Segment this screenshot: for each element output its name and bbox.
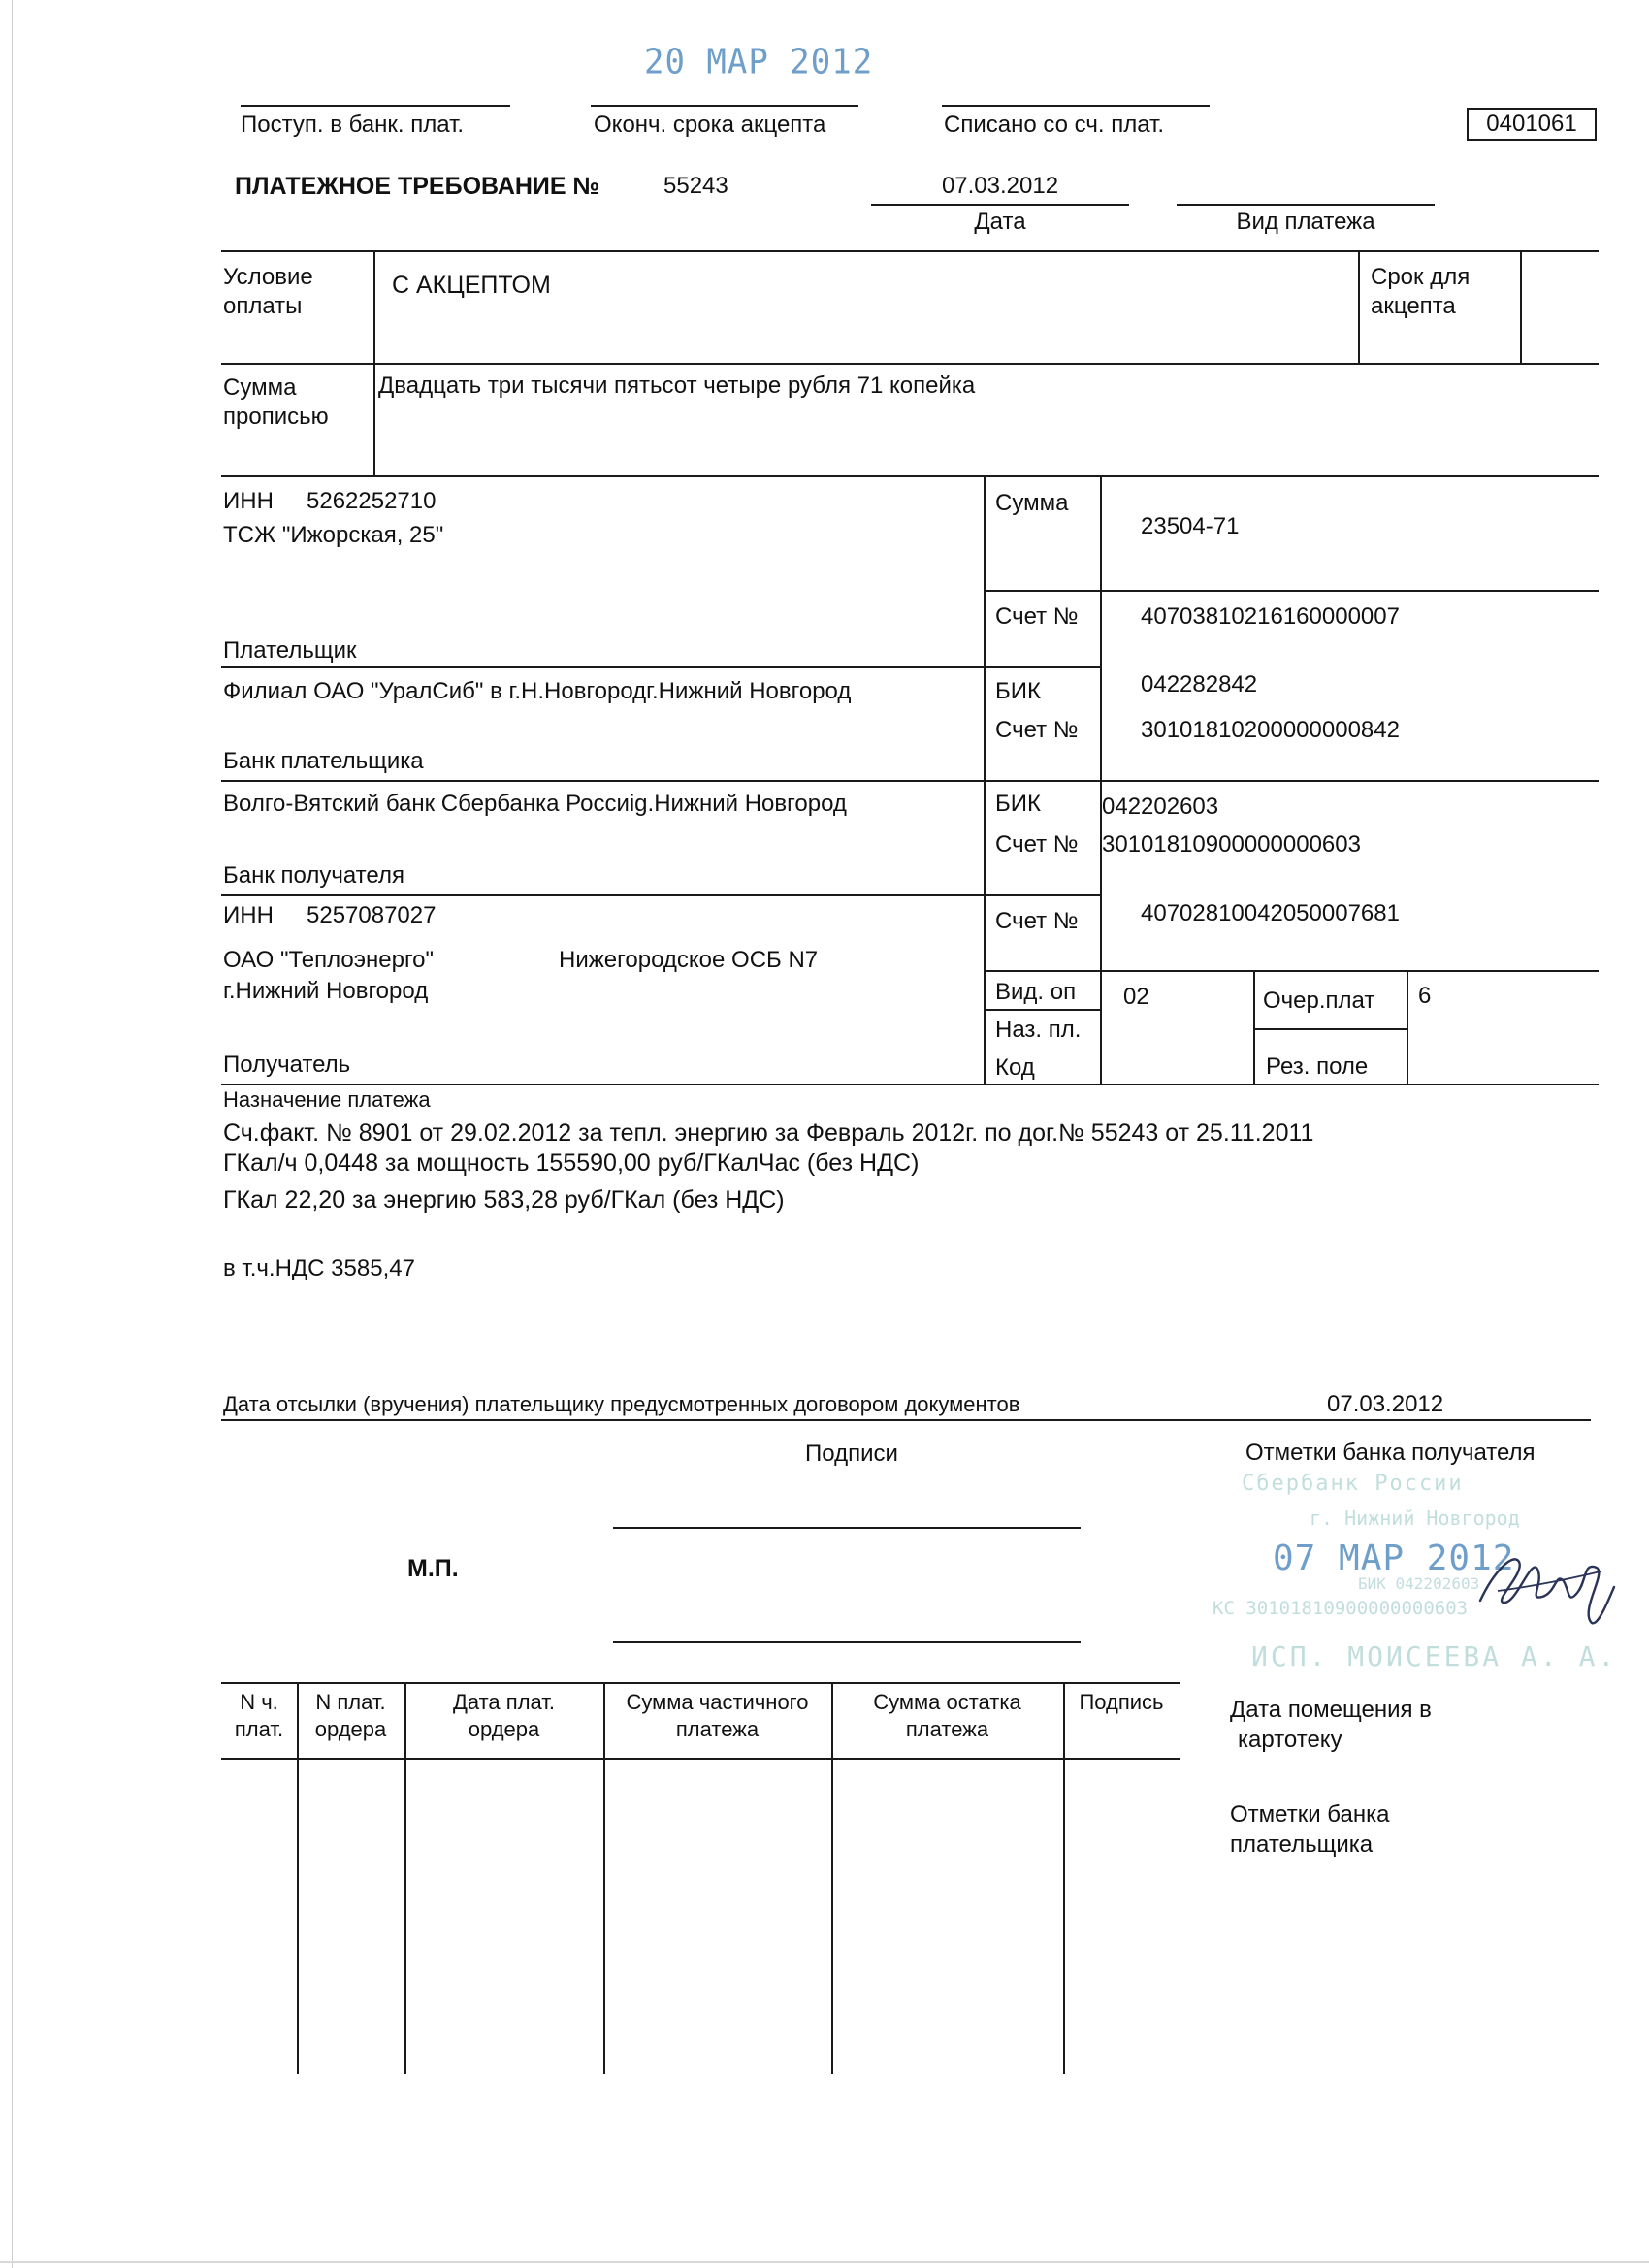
col-header-balance-2: платежа (905, 1717, 989, 1741)
document-title: ПЛАТЕЖНОЕ ТРЕБОВАНИЕ № (235, 173, 600, 200)
document-date: 07.03.2012 (941, 173, 1059, 199)
grid-line (221, 363, 1599, 365)
card-date-label: Дата помещения в (1230, 1697, 1432, 1723)
recipient-name: ОАО "Теплоэнерго" (223, 947, 435, 973)
dispatch-date: 07.03.2012 (1327, 1391, 1444, 1417)
recipient-bank-account: 30101810900000000603 (1102, 831, 1361, 858)
received-line (241, 105, 510, 107)
bank-stamp-kc: КС 30101810900000000603 (1212, 1598, 1469, 1619)
payer-inn-label: ИНН (223, 488, 274, 514)
grid-line (1406, 970, 1408, 1085)
purpose-label: Назначение платежа (223, 1087, 431, 1112)
recipient-account: 40702810042050007681 (1141, 900, 1400, 926)
col-header-part-no-2: плат. (234, 1717, 284, 1741)
payer-bank-marks-label-2: плательщика (1230, 1831, 1374, 1858)
recipient-label: Получатель (223, 1052, 351, 1078)
condition-label: Условие (223, 264, 313, 290)
date-line (871, 204, 1129, 206)
reserve-label: Рез. поле (1266, 1053, 1369, 1080)
received-date-stamp: 20 MAP 2012 (644, 42, 874, 82)
bank-stamp-city: г. Нижний Новгород (1310, 1507, 1520, 1530)
payer-account: 40703810216160000007 (1141, 603, 1400, 630)
amount-words-value: Двадцать три тысячи пятьсот четыре рубля 71 копейка (378, 373, 976, 399)
amount-value: 23504-71 (1141, 513, 1240, 539)
acceptance-term-label-2: акцепта (1371, 293, 1456, 319)
dispatch-label: Дата отсылки (вручения) плательщику предусмотренных договором документов (223, 1392, 1020, 1416)
payer-bank-marks-label: Отметки банка (1230, 1801, 1390, 1828)
grid-line (221, 894, 984, 896)
grid-line (1100, 590, 1599, 592)
grid-line (984, 666, 1100, 668)
document-number: 55243 (663, 173, 728, 199)
grid-line (984, 970, 1599, 972)
debited-line (942, 105, 1210, 107)
grid-line (1253, 970, 1255, 1085)
priority-value: 6 (1418, 983, 1432, 1009)
col-header-part-no: N ч. (240, 1690, 278, 1714)
bank-stamp-bik: БИК 042202603 (1358, 1574, 1480, 1593)
purpose-line-2: ГКал/ч 0,0448 за мощность 155590,00 руб/ГКалЧас (без НДС) (223, 1150, 920, 1177)
date-label: Дата (974, 209, 1026, 235)
vat-amount: в т.ч.НДС 3585,47 (223, 1255, 415, 1281)
col-header-partial-sum: Сумма частичного (626, 1690, 809, 1714)
payer-bank-account: 30101810200000000842 (1141, 717, 1400, 743)
code-label: Код (995, 1054, 1035, 1081)
purpose-line-3: ГКал 22,20 за энергию 583,28 руб/ГКал (без НДС) (223, 1186, 785, 1214)
scan-edge-bottom (0, 2261, 1649, 2263)
payer-name: ТСЖ "Ижорская, 25" (223, 522, 444, 548)
amount-label: Сумма (995, 490, 1069, 516)
payer-bank-bik: 042282842 (1141, 671, 1258, 697)
card-date-label-2: картотеку (1238, 1727, 1342, 1753)
op-type-label: Вид. оп (995, 979, 1077, 1005)
purpose-code-label: Наз. пл. (995, 1017, 1082, 1043)
recipient-bank-label: Банк получателя (223, 862, 404, 889)
table-top-line (221, 1682, 1180, 1684)
scan-edge-left (12, 0, 13, 2268)
grid-line (373, 250, 375, 475)
op-type-value: 02 (1123, 984, 1149, 1010)
form-code: 0401061 (1467, 108, 1597, 141)
amount-words-label: Сумма (223, 374, 297, 401)
table-divider (1063, 1682, 1065, 2074)
dispatch-line (221, 1419, 1591, 1421)
recipient-branch: Нижегородское ОСБ N7 (559, 947, 819, 973)
payer-bank-name: Филиал ОАО "УралСиб" в г.Н.Новгородг.Нижний Новгород (223, 678, 852, 704)
bank-stamp-officer: ИСП. МОИСЕЕВА А. А. (1251, 1640, 1618, 1672)
bank-stamp-bank-name: Сбербанк России (1242, 1472, 1464, 1496)
recipient-bank-marks: Отметки банка получателя (1245, 1440, 1536, 1466)
handwritten-signature (1474, 1533, 1620, 1639)
grid-line (221, 250, 1599, 252)
condition-label-2: оплаты (223, 293, 303, 319)
grid-line (221, 780, 1599, 782)
grid-line (984, 590, 1100, 592)
col-header-signature: Подпись (1079, 1690, 1164, 1714)
recipient-bank-bik-label: БИК (995, 791, 1041, 817)
payer-inn: 5262252710 (307, 488, 436, 514)
col-header-balance: Сумма остатка (873, 1690, 1021, 1714)
recipient-bank-name: Волго-Вятский банк Сбербанка Россиig.Нижний Новгород (223, 791, 847, 817)
recipient-account-label: Счет № (995, 908, 1079, 934)
stamp-place: М.П. (407, 1555, 459, 1582)
amount-words-label-2: прописью (223, 404, 329, 430)
received-label: Поступ. в банк. плат. (241, 112, 465, 138)
purpose-line-1: Сч.факт. № 8901 от 29.02.2012 за тепл. энергию за Февраль 2012г. по дог.№ 55243 от 25.11.2011 (223, 1119, 1314, 1147)
signature-line-2 (613, 1641, 1081, 1643)
payer-account-label: Счет № (995, 603, 1079, 630)
col-header-order-date-2: ордера (468, 1717, 540, 1741)
table-header-line (221, 1758, 1180, 1760)
signature-line-1 (613, 1527, 1081, 1529)
payer-bank-bik-label: БИК (995, 678, 1041, 704)
grid-line (1253, 1028, 1406, 1030)
bank-date-stamp: 07 MAP 2012 (1273, 1539, 1515, 1578)
payer-label: Плательщик (223, 637, 357, 664)
recipient-bank-bik: 042202603 (1102, 794, 1219, 820)
signatures-label: Подписи (805, 1441, 898, 1467)
acceptance-term-label: Срок для (1371, 264, 1471, 290)
recipient-city: г.Нижний Новгород (223, 978, 429, 1004)
payer-bank-label: Банк плательщика (223, 748, 424, 774)
grid-line (221, 475, 1599, 477)
col-header-order-date: Дата плат. (452, 1690, 556, 1714)
priority-label: Очер.плат (1263, 988, 1375, 1014)
grid-line (221, 1084, 1599, 1085)
col-header-partial-sum-2: платежа (675, 1717, 760, 1741)
condition-value: С АКЦЕПТОМ (392, 272, 551, 299)
acceptance-end-label: Оконч. срока акцепта (594, 112, 826, 138)
col-header-order-no: N плат. (315, 1690, 386, 1714)
recipient-bank-account-label: Счет № (995, 831, 1079, 858)
col-header-order-no-2: ордера (314, 1717, 387, 1741)
debited-label: Списано со сч. плат. (944, 112, 1165, 138)
grid-line (984, 894, 1100, 896)
payer-bank-account-label: Счет № (995, 717, 1079, 743)
recipient-inn: 5257087027 (307, 902, 436, 928)
grid-line (984, 1009, 1100, 1011)
grid-line (1520, 250, 1522, 363)
payment-type-line (1177, 204, 1435, 206)
grid-line (1358, 250, 1360, 363)
payment-type-label: Вид платежа (1236, 209, 1375, 235)
recipient-inn-label: ИНН (223, 902, 274, 928)
grid-line (221, 666, 984, 668)
acceptance-end-line (591, 105, 858, 107)
